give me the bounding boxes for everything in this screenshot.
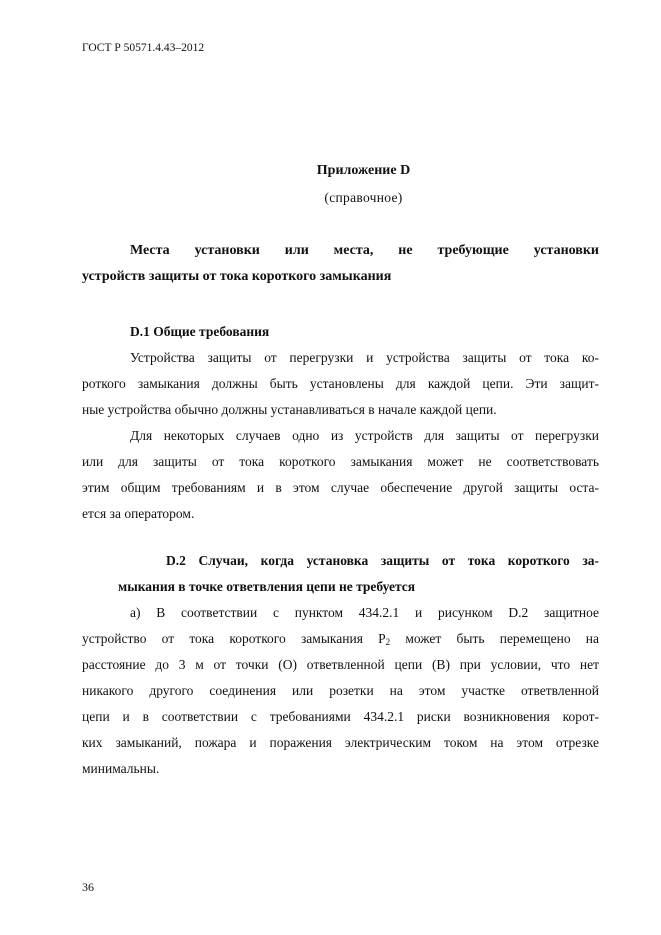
- paragraph-line: никакого другого соединения или розетки на этом участке ответвленной: [82, 683, 599, 698]
- paragraph-line: Для некоторых случаев одно из устройств для защиты от перегрузки: [130, 428, 599, 443]
- section-d2-title-line-2: мыкания в точке ответвления цепи не требуется: [118, 579, 416, 594]
- paragraph-line: ких замыканий, пожара и поражения электрическим током на этом отрезке: [82, 735, 599, 750]
- section-d2-paragraph-a: [82, 600, 599, 782]
- paragraph-text: устройство от тока короткого замыкания Р: [82, 631, 386, 646]
- paragraph-line: роткого замыкания должны быть установлены для каждой цепи. Эти защит-: [82, 376, 599, 391]
- paragraph-line: минимальны.: [82, 761, 160, 776]
- paragraph-line: ные устройства обычно должны устанавливаться в начале каждой цепи.: [82, 402, 497, 417]
- subscript-index: 2: [385, 637, 391, 647]
- paragraph-line: этим общим требованиям и в этом случае обеспечение другой защиты оста-: [82, 480, 599, 495]
- paragraph-line: или для защиты от тока короткого замыкания может не соответствовать: [82, 454, 599, 469]
- paragraph-line: ется за оператором.: [82, 506, 195, 521]
- section-d1-title: D.1 Общие требования: [130, 324, 270, 339]
- paragraph-line: а) В соответствии с пунктом 434.2.1 и рисунком D.2 защитное: [130, 605, 599, 620]
- section-d1: [82, 319, 599, 527]
- paragraph-line: расстояние до 3 м от точки (O) ответвленной цепи (B) при условии, что нет: [82, 657, 599, 672]
- page-number: 36: [82, 880, 94, 894]
- main-heading-line-2: устройств защиты от тока короткого замыкания: [82, 269, 392, 284]
- paragraph-line: Устройства защиты от перегрузки и устройства защиты от тока ко-: [130, 350, 599, 365]
- main-heading: [82, 238, 599, 290]
- section-d2: [82, 548, 599, 600]
- paragraph-text: может быть перемещено на: [390, 631, 599, 646]
- section-d2-title-line-1: D.2 Случаи, когда установка защиты от тока короткого за-: [166, 553, 599, 568]
- main-heading-line-1: Места установки или места, не требующие установки: [130, 243, 599, 258]
- document-code-header: ГОСТ Р 50571.4.43–2012: [82, 42, 205, 54]
- appendix-subtitle: (справочное): [324, 190, 403, 205]
- paragraph-line: [82, 626, 599, 652]
- paragraph-line: цепи и в соответствии с требованиями 434.2.1 риски возникновения корот-: [82, 709, 599, 724]
- appendix-title: Приложение D: [316, 163, 411, 178]
